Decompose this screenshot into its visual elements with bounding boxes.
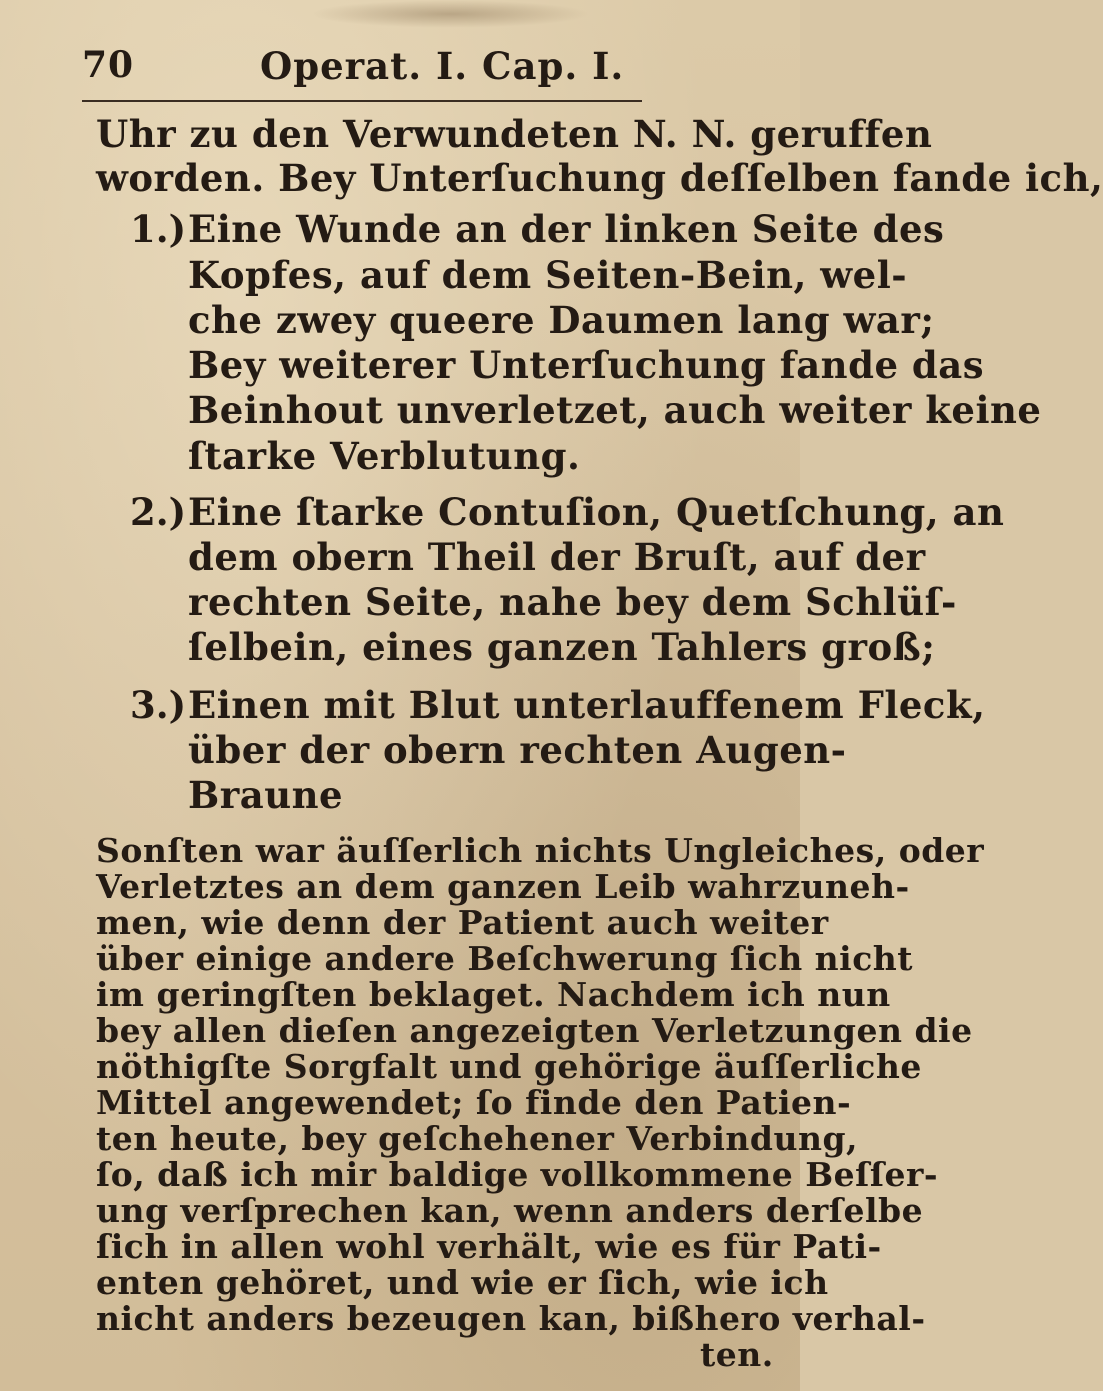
item-2-line-1: Eine ſtarke Contuſion, Quetſchung, an bbox=[188, 490, 1005, 534]
item-1-number: 1.) bbox=[130, 207, 187, 251]
page-header bbox=[82, 44, 772, 94]
conclusion-line-6: bey allen dieſen angezeigten Verletzungen die bbox=[96, 1011, 973, 1050]
running-head: Operat. I. Cap. I. bbox=[260, 44, 625, 88]
item-1-line-6: ſtarke Verblutung. bbox=[188, 434, 581, 478]
header-rule bbox=[82, 100, 642, 102]
item-1-line-2: Kopfes, auf dem Seiten-Bein, wel- bbox=[188, 253, 908, 297]
conclusion-line-10: ſo, daß ich mir baldige vollkommene Beſſer- bbox=[96, 1155, 939, 1194]
item-1-line-1: Eine Wunde an der linken Seite des bbox=[188, 207, 945, 251]
item-1-line-4: Bey weiterer Unterſuchung fande das bbox=[188, 343, 985, 387]
intro-line-1: Uhr zu den Verwundeten N. N. geruffen bbox=[96, 112, 933, 156]
intro-line-2: worden. Bey Unterſuchung deſſelben fande ich, bbox=[96, 156, 1103, 200]
conclusion-line-12: ſich in allen wohl verhält, wie es für Pati- bbox=[96, 1227, 882, 1266]
item-1-line-3: che zwey queere Daumen lang war; bbox=[188, 298, 935, 342]
conclusion-line-8: Mittel angewendet; ſo finde den Patien- bbox=[96, 1083, 852, 1122]
item-2-number: 2.) bbox=[130, 490, 187, 534]
paper-stain bbox=[310, 0, 590, 28]
item-2-line-2: dem obern Theil der Bruſt, auf der bbox=[188, 535, 926, 579]
conclusion-line-11: ung verſprechen kan, wenn anders derſelbe bbox=[96, 1191, 924, 1230]
conclusion-line-9: ten heute, bey geſchehener Verbindung, bbox=[96, 1119, 859, 1158]
conclusion-line-4: über einige andere Beſchwerung ſich nicht bbox=[96, 939, 914, 978]
item-3-line-3: Braune bbox=[188, 773, 344, 817]
item-2-line-4: ſelbein, eines ganzen Tahlers groß; bbox=[188, 625, 936, 669]
conclusion-line-14: nicht anders bezeugen kan, bißhero verhal- bbox=[96, 1299, 926, 1338]
conclusion-line-3: men, wie denn der Patient auch weiter bbox=[96, 903, 829, 942]
item-1-line-5: Beinhout unverletzet, auch weiter keine bbox=[188, 388, 1042, 432]
conclusion-line-5: im geringſten beklaget. Nachdem ich nun bbox=[96, 975, 891, 1014]
conclusion-line-13: enten gehöret, und wie er ſich, wie ich bbox=[96, 1263, 829, 1302]
conclusion-line-1: Sonſten war äuſſerlich nichts Ungleiches, oder bbox=[96, 831, 985, 870]
item-3-line-2: über der obern rechten Augen- bbox=[188, 728, 847, 772]
catchword: ten. bbox=[700, 1335, 774, 1374]
page-number: 70 bbox=[82, 44, 135, 86]
item-2-line-3: rechten Seite, nahe bey dem Schlüſ- bbox=[188, 580, 957, 624]
item-3-line-1: Einen mit Blut unterlauffenem Fleck, bbox=[188, 683, 986, 727]
conclusion-line-7: nöthigſte Sorgfalt und gehörige äuſſerliche bbox=[96, 1047, 922, 1086]
conclusion-line-2: Verletztes an dem ganzen Leib wahrzuneh- bbox=[96, 867, 910, 906]
item-3-number: 3.) bbox=[130, 683, 187, 727]
